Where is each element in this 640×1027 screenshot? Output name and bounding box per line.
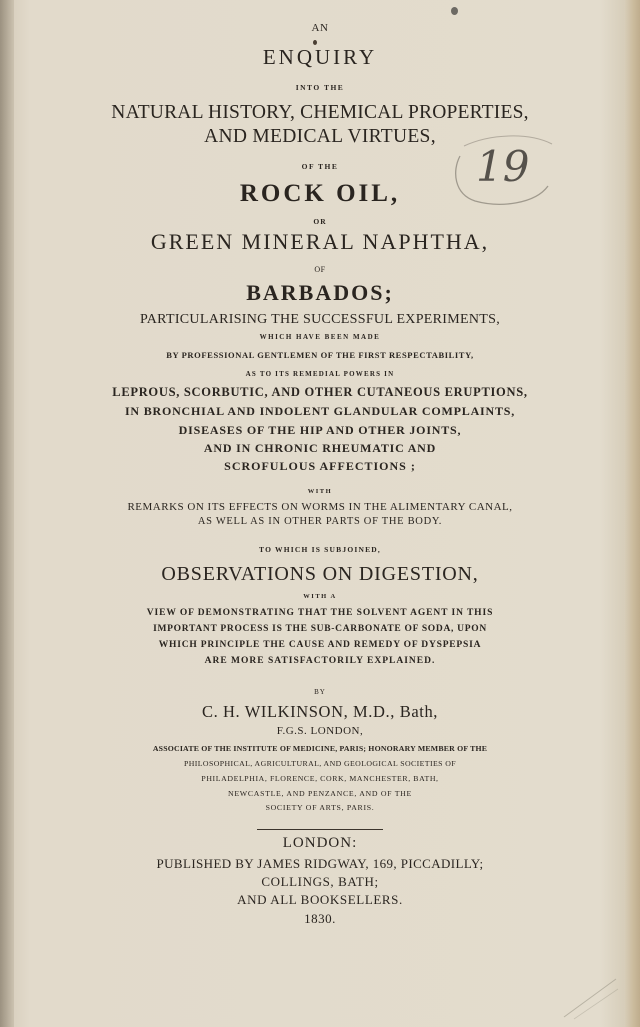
line-which-principle: WHICH PRINCIPLE THE CAUSE AND REMEDY OF DYSPEPSIA xyxy=(158,640,482,650)
line-into-the: INTO THE xyxy=(295,83,345,92)
line-of: OF xyxy=(314,265,326,274)
line-year: 1830. xyxy=(304,911,336,926)
line-london: LONDON: xyxy=(282,835,358,851)
line-fgs: F.G.S. LONDON, xyxy=(276,725,364,737)
line-chronic: AND IN CHRONIC RHEUMATIC AND xyxy=(203,441,437,455)
line-author: C. H. WILKINSON, M.D., Bath, xyxy=(201,702,439,721)
line-are-more: ARE MORE SATISFACTORILY EXPLAINED. xyxy=(204,656,436,666)
line-as-to: AS TO ITS REMEDIAL POWERS IN xyxy=(245,370,395,378)
line-by: BY xyxy=(314,688,326,696)
line-published: PUBLISHED BY JAMES RIDGWAY, 169, PICCADILLY; xyxy=(156,856,484,871)
line-an: AN xyxy=(311,22,329,34)
line-bronchial: IN BRONCHIAL AND INDOLENT GLANDULAR COMPLAINTS, xyxy=(124,404,516,418)
line-enquiry: ENQUIRY xyxy=(262,45,378,69)
pencil-stroke xyxy=(560,975,620,1020)
line-newcastle: NEWCASTLE, AND PENZANCE, AND OF THE xyxy=(228,789,412,798)
line-associate: ASSOCIATE OF THE INSTITUTE OF MEDICINE, PARIS; HONORARY MEMBER OF THE xyxy=(152,744,488,753)
line-medical-virtues: AND MEDICAL VIRTUES, xyxy=(204,126,436,147)
line-by-professional: BY PROFESSIONAL GENTLEMEN OF THE FIRST RESPECTABILITY, xyxy=(166,350,474,360)
line-society: SOCIETY OF ARTS, PARIS. xyxy=(265,803,375,812)
ink-speck xyxy=(451,7,458,15)
page-edge-stain xyxy=(624,0,640,1027)
line-philosophical: PHILOSOPHICAL, AGRICULTURAL, AND GEOLOGICAL SOCIETIES OF xyxy=(184,759,456,768)
line-diseases: DISEASES OF THE HIP AND OTHER JOINTS, xyxy=(178,423,462,437)
handwritten-number: 19 xyxy=(476,142,530,191)
line-philadelphia: PHILADELPHIA, FLORENCE, CORK, MANCHESTER, BATH, xyxy=(201,774,439,783)
line-barbados: BARBADOS; xyxy=(246,280,394,305)
line-of-the: OF THE xyxy=(301,162,339,171)
divider-rule xyxy=(257,829,383,830)
line-with: WITH xyxy=(307,488,333,495)
line-booksellers: AND ALL BOOKSELLERS. xyxy=(237,892,403,907)
line-with-a: WITH A xyxy=(303,593,337,600)
line-which-have: WHICH HAVE BEEN MADE xyxy=(259,333,381,341)
line-observations: OBSERVATIONS ON DIGESTION, xyxy=(161,563,479,585)
line-remarks: REMARKS ON ITS EFFECTS ON WORMS IN THE ALIMENTARY CANAL, xyxy=(127,501,513,513)
line-green-naphtha: GREEN MINERAL NAPHTHA, xyxy=(150,229,490,254)
line-as-well: AS WELL AS IN OTHER PARTS OF THE BODY. xyxy=(197,516,443,527)
line-natural-history: NATURAL HISTORY, CHEMICAL PROPERTIES, xyxy=(111,102,529,123)
line-to-which: TO WHICH IS SUBJOINED, xyxy=(259,545,381,554)
binding-edge xyxy=(0,0,14,1027)
line-rock-oil: ROCK OIL, xyxy=(239,180,401,207)
line-important: IMPORTANT PROCESS IS THE SUB-CARBONATE OF SODA, UPON xyxy=(153,624,487,634)
line-particularising: PARTICULARISING THE SUCCESSFUL EXPERIMENTS, xyxy=(139,312,501,327)
line-or: OR xyxy=(313,217,327,226)
line-scrofulous: SCROFULOUS AFFECTIONS ; xyxy=(224,459,416,473)
pencil-annotation xyxy=(440,126,562,216)
line-view: VIEW OF DEMONSTRATING THAT THE SOLVENT AGENT IN THIS xyxy=(146,608,494,618)
line-leprous: LEPROUS, SCORBUTIC, AND OTHER CUTANEOUS ERUPTIONS, xyxy=(112,385,528,399)
line-collings: COLLINGS, BATH; xyxy=(261,874,379,889)
